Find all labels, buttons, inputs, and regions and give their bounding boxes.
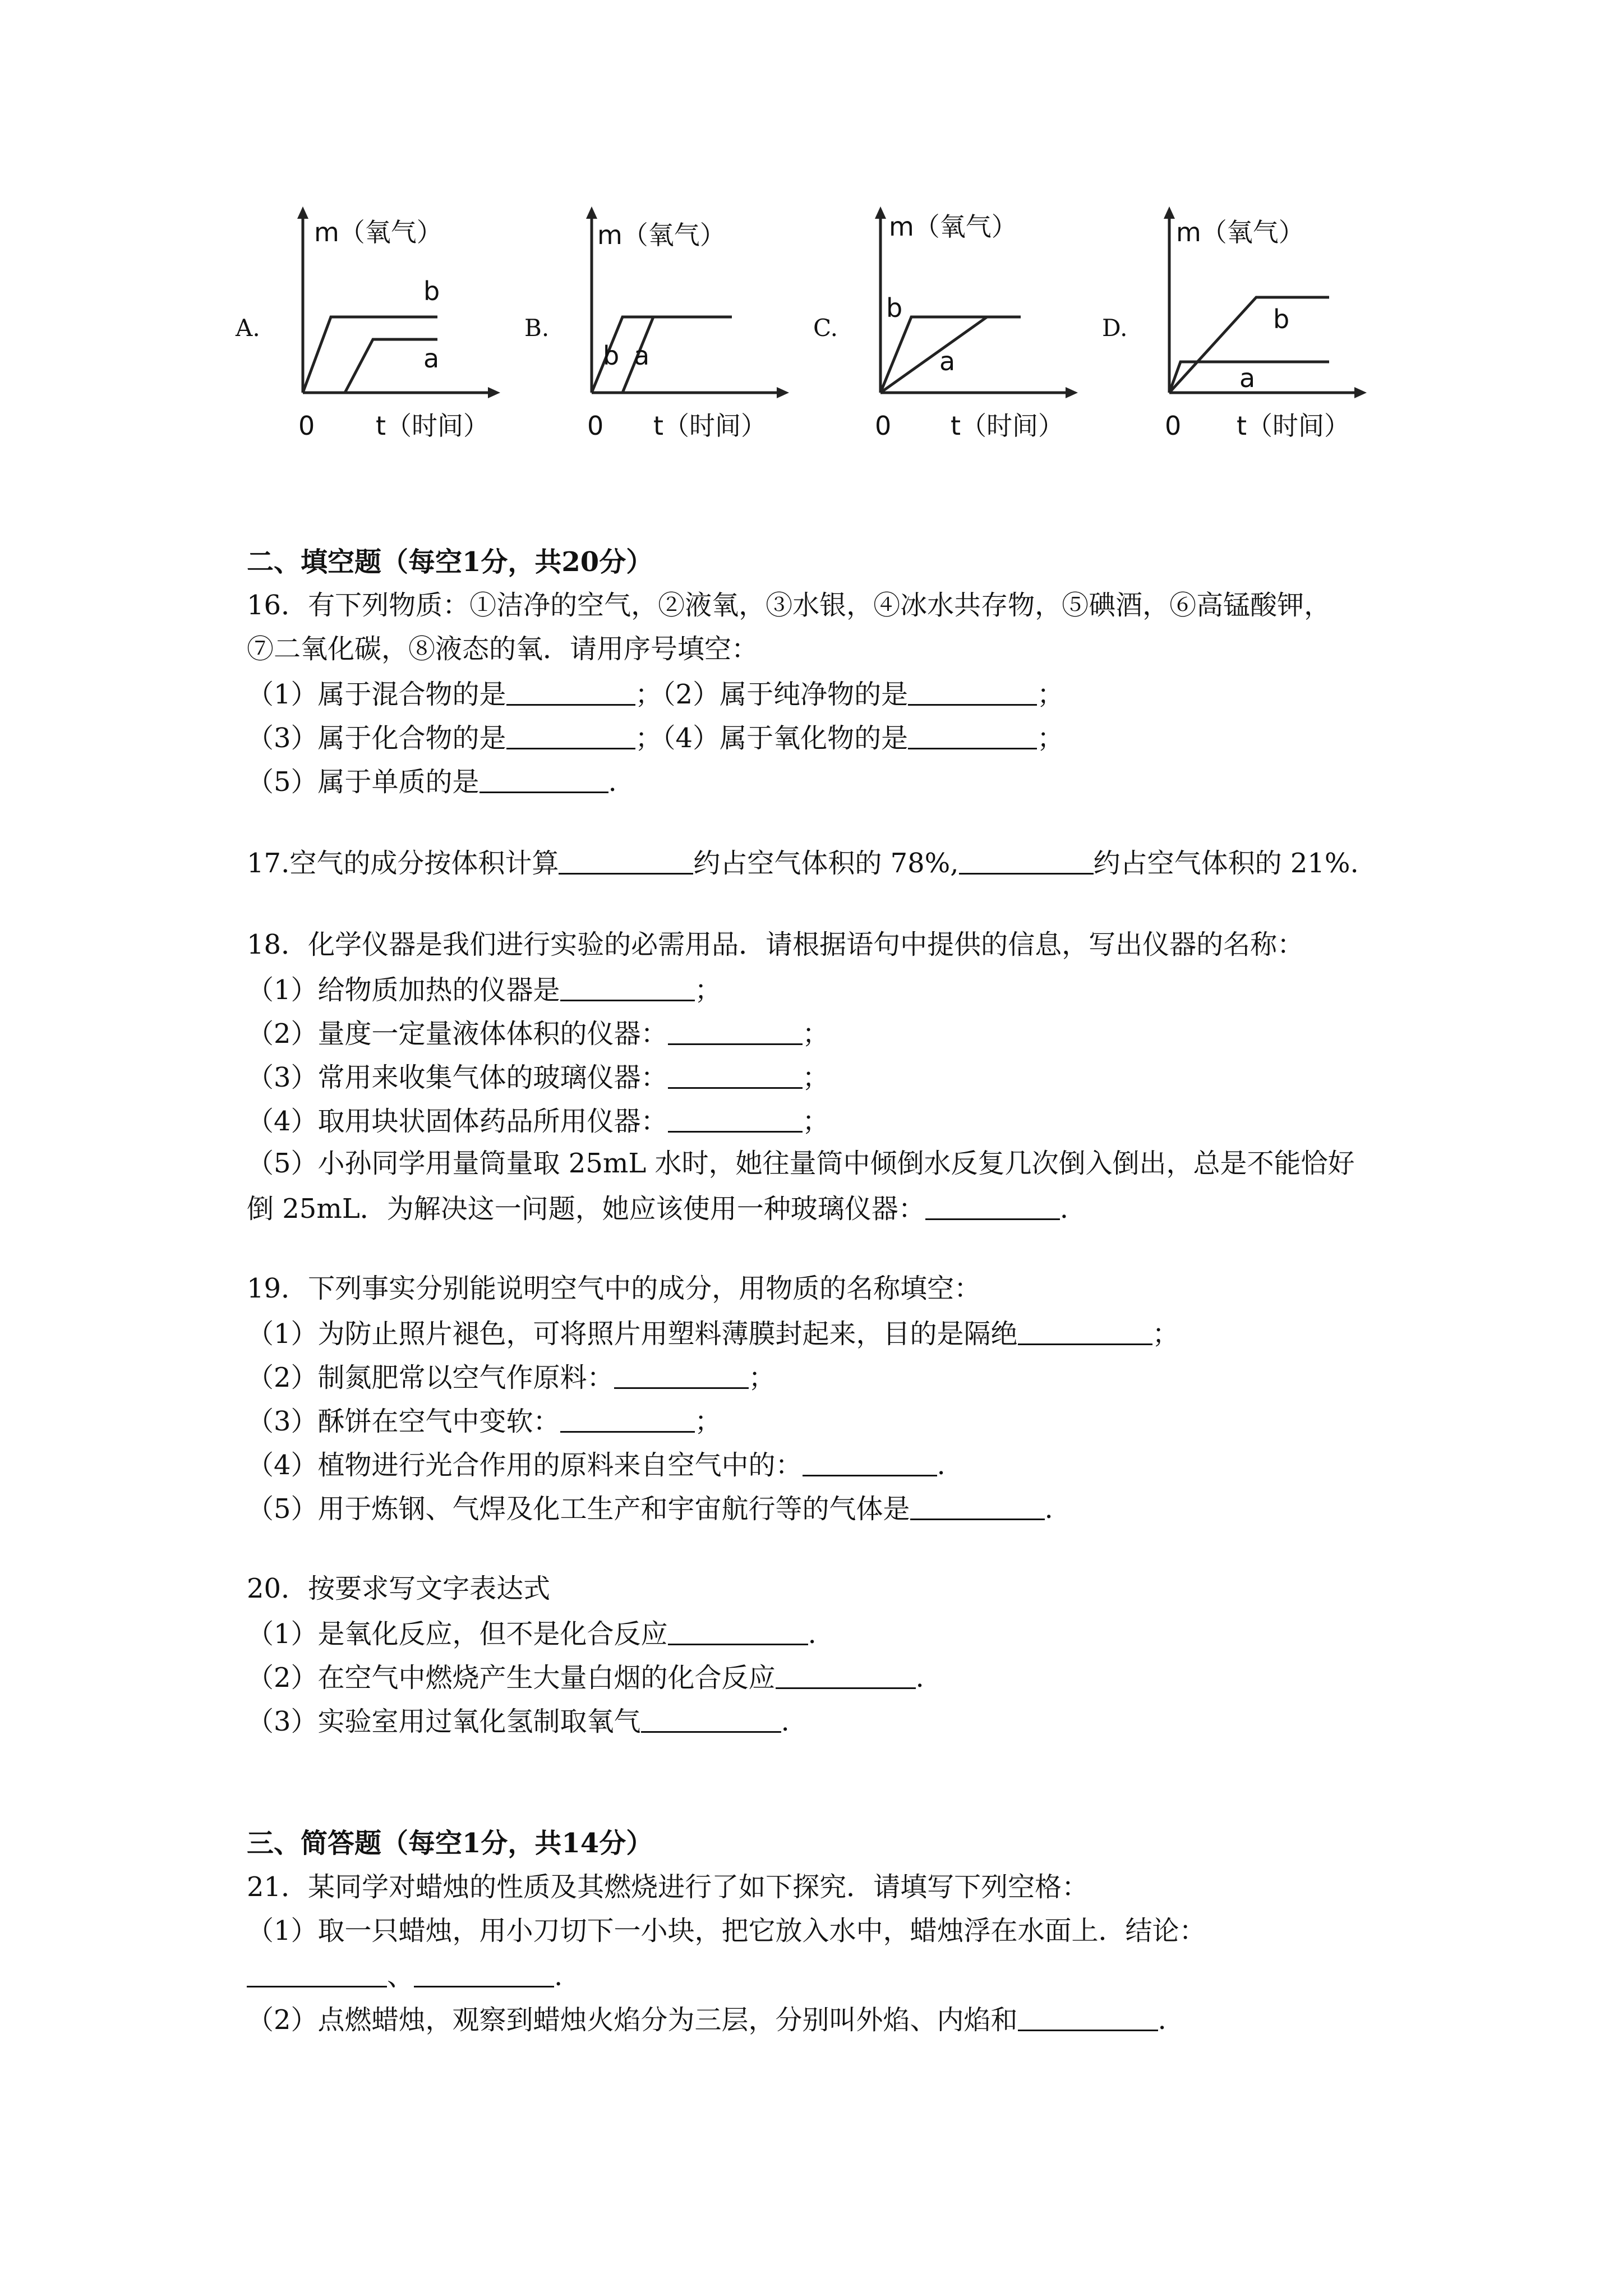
q21-2-answer-blank[interactable] (1018, 2005, 1158, 2031)
curve-a-label: a (634, 341, 650, 371)
q20-3-answer-blank[interactable] (641, 1706, 781, 1733)
q16-4-answer-blank[interactable] (908, 723, 1037, 749)
curve-b-label: b (1273, 304, 1290, 334)
q21-line-2: （2）点燃蜡烛，观察到蜡烛火焰分为三层，分别叫外焰、内焰和 . (247, 2004, 1166, 2036)
q18-1-answer-blank[interactable] (560, 975, 695, 1001)
q18-stem: 18．化学仪器是我们进行实验的必需用品．请根据语句中提供的信息，写出仪器的名称： (247, 929, 1304, 960)
q16-line-2: （3）属于化合物的是 ；（4）属于氧化物的是 ； (247, 723, 1064, 754)
q20-1-answer-blank[interactable] (668, 1619, 808, 1645)
option-label: D. (1102, 314, 1128, 342)
q16-3-answer-blank[interactable] (506, 723, 635, 749)
origin-label: 0 (298, 411, 315, 441)
q21-line-1: （1）取一只蜡烛，用小刀切下一小块，把它放入水中，蜡烛浮在水面上．结论： (247, 1915, 1206, 1947)
q19-2-answer-blank[interactable] (614, 1363, 749, 1389)
option-label: A. (236, 314, 260, 342)
x-axis-label: t（时间） (653, 411, 767, 441)
curve-a-label: a (939, 346, 956, 376)
curve-b (303, 317, 440, 393)
option-label: C. (813, 314, 838, 342)
q20-2-answer-blank[interactable] (776, 1663, 916, 1689)
q17-answer-blank-2[interactable] (959, 848, 1094, 875)
q16-1-answer-blank[interactable] (506, 679, 635, 706)
curve-a-label: a (423, 343, 440, 374)
y-axis-label: m（氧气） (1176, 217, 1304, 247)
graph-b-svg (558, 202, 794, 460)
q16-line-3: （5）属于单质的是 . (247, 766, 617, 798)
origin-label: 0 (1165, 411, 1182, 441)
curve-b-label: b (886, 293, 903, 323)
q21-1-answer-blank-2[interactable] (414, 1961, 554, 1987)
oxygen-graph-options (236, 202, 1419, 460)
q20-line-2: （2）在空气中燃烧产生大量白烟的化合反应 . (247, 1662, 924, 1694)
curve-b-label: b (603, 341, 620, 371)
graph-c-svg (847, 202, 1082, 460)
graph-option-b (524, 202, 816, 460)
q19-3-answer-blank[interactable] (560, 1406, 695, 1433)
q19-line-2: （2）制氮肥常以空气作原料： ； (247, 1362, 776, 1393)
q19-line-3: （3）酥饼在空气中变软： ； (247, 1406, 722, 1437)
section-3-title: 三、简答题（每空1分，共14分） (247, 1828, 653, 1859)
q18-3-answer-blank[interactable] (668, 1062, 803, 1089)
q18-line-3: （3）常用来收集气体的玻璃仪器： ； (247, 1062, 829, 1093)
q18-5-answer-blank[interactable] (925, 1194, 1060, 1220)
q19-5-answer-blank[interactable] (910, 1494, 1045, 1520)
graph-option-c (813, 202, 1105, 460)
graph-d-svg (1136, 202, 1371, 460)
q18-line-5a: （5）小孙同学用量筒量取 25mL 水时，她往量筒中倾倒水反复几次倒入倒出，总是不能恰好 (247, 1148, 1355, 1179)
q19-line-1: （1）为防止照片褪色，可将照片用塑料薄膜封起来，目的是隔绝 ； (247, 1318, 1179, 1350)
q21-stem: 21．某同学对蜡烛的性质及其燃烧进行了如下探究．请填写下列空格： (247, 1871, 1089, 1903)
q16-5-answer-blank[interactable] (479, 767, 608, 793)
q19-line-5: （5）用于炼钢、气焊及化工生产和宇宙航行等的气体是 . (247, 1493, 1053, 1525)
x-axis-label: t（时间） (376, 411, 490, 441)
q18-line-2: （2）量度一定量液体体积的仪器： ； (247, 1018, 829, 1050)
q19-1-answer-blank[interactable] (1018, 1319, 1152, 1345)
x-axis-label: t（时间） (951, 411, 1064, 441)
q16-stem-line-2: ⑦二氧化碳，⑧液态的氧．请用序号填空： (247, 633, 759, 665)
q17-line: 17.空气的成分按体积计算 约占空气体积的 78%, 约占空气体积的 21%. (247, 848, 1359, 879)
q18-line-4: （4）取用块状固体药品所用仪器： ； (247, 1106, 829, 1137)
q16-2-answer-blank[interactable] (908, 679, 1037, 706)
q21-line-1-answers: 、 . (247, 1961, 562, 1990)
q18-line-5b: 倒 25mL．为解决这一问题，她应该使用一种玻璃仪器： . (247, 1193, 1068, 1225)
q20-stem: 20．按要求写文字表达式 (247, 1573, 551, 1604)
q16-line-1: （1）属于混合物的是 ；（2）属于纯净物的是 ； (247, 679, 1064, 710)
q18-line-1: （1）给物质加热的仪器是 ； (247, 974, 722, 1006)
q19-line-4: （4）植物进行光合作用的原料来自空气中的： . (247, 1450, 946, 1481)
graph-option-a (236, 202, 527, 460)
q16-stem-line-1: 16．有下列物质：①洁净的空气，②液氧，③水银，④冰水共存物，⑤碘酒，⑥高锰酸钾， (247, 590, 1331, 621)
origin-label: 0 (587, 411, 604, 441)
curve-b-label: b (423, 276, 440, 306)
q20-line-3: （3）实验室用过氧化氢制取氧气 . (247, 1706, 790, 1737)
q20-line-1: （1）是氧化反应，但不是化合反应 . (247, 1618, 817, 1650)
option-label: B. (524, 314, 550, 342)
y-axis-label: m（氧气） (889, 211, 1017, 242)
q21-1-answer-blank-1[interactable] (247, 1961, 387, 1987)
q17-answer-blank-1[interactable] (559, 848, 693, 875)
q18-2-answer-blank[interactable] (668, 1019, 803, 1045)
curve-a-label: a (1239, 363, 1256, 393)
y-axis-label: m（氧气） (597, 220, 726, 250)
graph-option-d (1102, 202, 1394, 460)
graph-a-svg (269, 202, 505, 460)
section-2-title: 二、填空题（每空1分，共20分） (247, 546, 653, 578)
q19-stem: 19．下列事实分别能说明空气中的成分，用物质的名称填空： (247, 1273, 981, 1304)
y-axis-label: m（氧气） (314, 217, 442, 247)
q18-4-answer-blank[interactable] (668, 1106, 803, 1133)
x-axis-label: t（时间） (1237, 411, 1350, 441)
q19-4-answer-blank[interactable] (803, 1450, 937, 1476)
origin-label: 0 (875, 411, 892, 441)
